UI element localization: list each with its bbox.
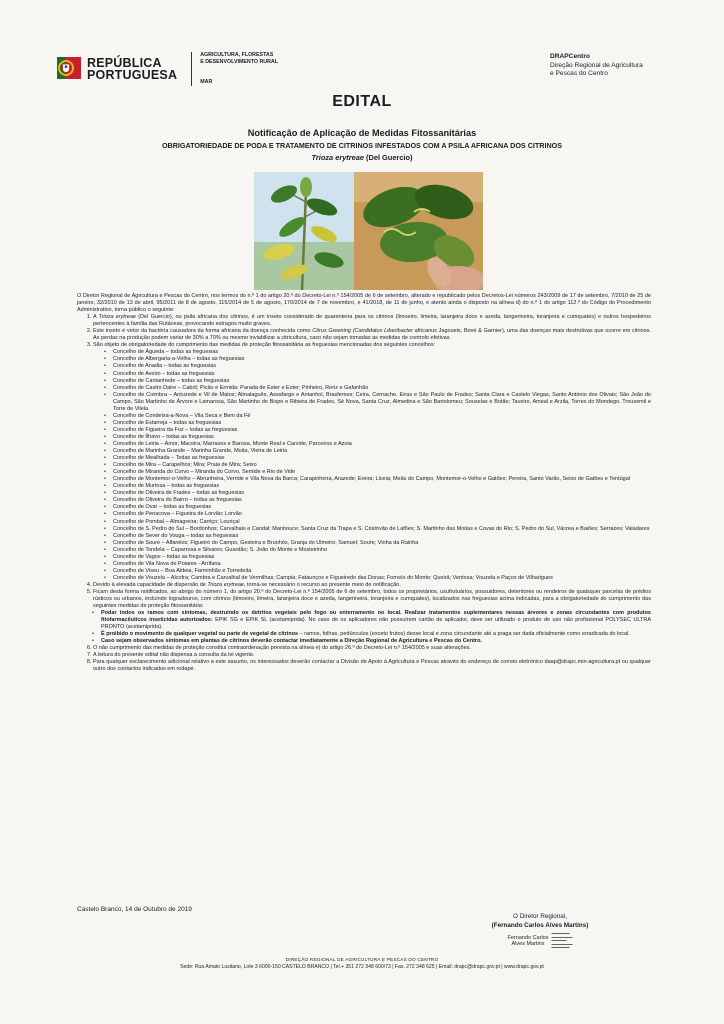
concelhos-list (93, 349, 651, 582)
sig-name-line-2: Alves Martins (511, 940, 545, 947)
notice-subtitle: OBRIGATORIEDADE DE PODA E TRATAMENTO DE CITRINOS INFESTADOS COM A PSILA AFRICANA DOS CITRINOS (161, 141, 563, 150)
photo-strip (254, 172, 483, 290)
concelho-item: • Concelho de Ovar – todas as freguesias (113, 504, 651, 511)
page-footer (0, 956, 724, 971)
concelho-item: • Concelho de Murtosa – todas as freguesias (113, 483, 651, 490)
header-org-block (550, 53, 643, 79)
infested-leaves-photo (354, 172, 483, 290)
concelho-item: • Concelho de Albergaria-a-Velha – todas as freguesias (113, 356, 651, 363)
concelho-item: • Concelho de Ílhavo – todas as freguesias (113, 434, 651, 441)
concelho-item: • Concelho de Miranda do Corvo – Miranda do Corvo, Semide e Rio de Vide (113, 469, 651, 476)
item-4 (93, 582, 651, 589)
item-2-post: Jagoueix, Bové & Garnier), uma das doenças mais destrutivas que ocorre em citrinos. As perdas na produção podem variar de 30% a 70% ou mesmo inviabilizar a citricultura, caso não sejam tomadas as medidas de controlo efetivas. (93, 328, 651, 342)
measure-2 (101, 631, 651, 638)
species-line (0, 153, 724, 162)
digital-signature-details: ▬▬▬▬▬▬ ▬▬▬▬▬▬▬ ▬▬▬▬▬ ▬▬▬▬▬▬▬ ▬▬▬▬▬▬ (551, 931, 573, 950)
concelho-item: • Concelho de Pombal – Almagreira; Carriço; Louriçal (113, 519, 651, 526)
item-1 (93, 314, 651, 328)
item-1-pre: A (93, 314, 99, 321)
species-name: Trioza erytreae (311, 153, 364, 162)
republica-line: REPÚBLICA (87, 56, 162, 70)
concelho-item: • Concelho de Condeixa-a-Nova – Vila Seca e Bem da Fé (113, 413, 651, 420)
concelho-item: • Concelho de Coimbra – Antuzede e Vil de Matos; Almalaguês, Assafarge e Antanhol, Brasfemes; Ceira, Cernache, Eiras e São Paulo de Frades; Santa Clara e Castelo Viegas, Santo António dos Olivais; São João do Campo, São Martinho de Árvore e Lamarosa, São Martinho do Bispo e Ribeira de Frades, Sé Nova, Santa Cruz, Almedina e São Bartolomeu; Souselas e Botão; Taveiro, Ameal e Arzila, Torres do Mondego, Trouxemil e Torre de Vilela (113, 392, 651, 413)
measure-1-bold: Podar todos os ramos com sintomas, destruindo os detritos vegetais pelo fogo ou enterramento no local. Realizar tratamentos suplementares nessas árvores e zonas circundantes com produtos fitofarmacêuticos inseticidas autorizados: (101, 610, 651, 624)
footer-contacts: Sede: Rua Amato Lusitano, Lote 3 6000-150 CASTELO BRANCO | Tel.+ 351 272 348 600/73 | Fax. 272 348 625 | Email: drapc@drapc.gov.pt | www.drapc.gov.pt (180, 963, 544, 970)
ministry-line-1: AGRICULTURA, FLORESTAS (200, 52, 274, 59)
measure-3-bold: Caso sejam observados sintomas em plantas de citrinos deverão contactar imediatamente a Direção Regional de Agricultura e Pescas do Centro. (101, 638, 482, 645)
item-2 (93, 328, 651, 342)
ministry-line-2: E DESENVOLVIMENTO RURAL (200, 58, 278, 65)
org-title: DRAPCentro (550, 53, 590, 60)
portugal-coat-of-arms-icon (57, 55, 81, 83)
measure-1 (101, 610, 651, 631)
measure-1-rest: EPIK SG e EPIK SL (acetamiprida). No caso de os aplicadores não possuírem cartão de aplicador, deve ser utilizado o produto de uso não profissional POLYSEC ULTRA PRONTO (acetamiprida). (101, 617, 651, 631)
ministry-line-3: MAR (200, 79, 213, 86)
footer-org: DIREÇÃO REGIONAL DE AGRICULTURA E PESCAS DO CENTRO (285, 957, 439, 962)
concelho-item: • Concelho de Cantanhede – todas as freguesias (113, 378, 651, 385)
signer-name: (Fernando Carlos Alves Martins) (491, 921, 589, 929)
org-line-1: Direção Regional de Agricultura (550, 61, 643, 69)
signature-block (480, 913, 600, 950)
org-line-2: e Pescas do Centro (550, 70, 608, 77)
item-3 (93, 342, 651, 582)
concelho-item: • Concelho de Mealhada – Todas as freguesias (113, 455, 651, 462)
ministry-label (200, 52, 278, 86)
species-author: (Del Guercio) (363, 153, 413, 162)
concelho-item: • Concelho de Vouzela – Alcofra; Cambra e Carvalhal de Vermilhas; Campia; Fataunços e Figueiredo das Donas; Fornelo do Monte; Queirã; Ventosa; Vouzela e Paços de Vilharigues (113, 575, 651, 582)
header-logo-block (57, 52, 278, 86)
concelho-item: • Concelho de Marinha Grande – Marinha Grande, Moita, Vieira de Leiria (113, 448, 651, 455)
concelho-item: • Concelho de Leiria – Amor, Maceira, Marrazes e Barosa, Monte Real e Carvide, Parceiros e Azoia (113, 441, 651, 448)
measure-2-rest: – ramos, folhas, pedúnculos (exceto frutos) desse local e zona circundante até a praga ser dada oficialmente como erradicada do local. (298, 631, 630, 638)
concelho-item: • Concelho de Oliveira do Bairro – todas as freguesias (113, 497, 651, 504)
item-6: 6. O não cumprimento das medidas de proteção constitui contraordenação prevista na alínea e) do artigo 26.º do Decreto-Lei n.º 154/2005 e suas alterações. (93, 645, 651, 652)
sig-name-line-1: Fernando Carlos (507, 934, 549, 941)
concelho-item: • Concelho de Penacova – Figueira de Lorvão; Lorvão (113, 511, 651, 518)
concelho-item: • Concelho de Tondela – Caparrosa e Silvares; Guardão; S. João do Monte e Mosteirinho (113, 547, 651, 554)
concelho-item: • Concelho de Viseu – Boa Aldeia, Farminhão e Torredeita (113, 568, 651, 575)
concelho-item: • Concelho de Anadia – todas as freguesias (113, 363, 651, 370)
concelho-item: • Concelho de Aveiro – todas as freguesias (113, 371, 651, 378)
concelho-item: • Concelho de Águeda – todas as freguesias (113, 349, 651, 356)
concelho-item: • Concelho de Mira – Carapelhos; Mira; Praia de Mira; Seixo (113, 462, 651, 469)
item-5 (93, 589, 651, 645)
document-title: EDITAL (332, 93, 392, 110)
measures-list (93, 610, 651, 645)
concelho-item: • Concelho de Castro Daire – Cabril; Picão e Ermida; Parada de Ester e Ester; Pinheiro, Reriz e Gafanhão (113, 385, 651, 392)
item-4-species: Trioza erytreae (207, 581, 244, 588)
item-2-disease: Citrus Greening (Candidatus Liberibacter africanus (312, 328, 437, 335)
intro-paragraph: O Diretor Regional de Agricultura e Pescas do Centro, nos termos do n.º 1 do artigo 20.º do Decreto-Lei n.º 154/2005 de 6 de setembro, alterado e republicado pelos Decretos-Lei números 243/2009 de 17 de setembro, 7/2010 de 25 de janeiro, 32/2010 de 13 de abril, 95/2011 de 8 de agosto, 115/2014 de 5 de agosto, 170/2014 de 7 de novembro, e 41/2018, de 11 de junho, e atento ainda o disposto na alínea d) do n.º 1 do artigo 112.º do Código do Procedimento Administrativo, torna público o seguinte: (77, 293, 651, 314)
item-2-pre: Este inseto é vetor da bactéria causadora da forma africana da doença conhecida como (93, 328, 313, 335)
item-1-species: Trioza erytreae (98, 314, 136, 321)
digital-signature (480, 932, 600, 950)
concelho-item: • Concelho de Sever do Vouga – todas as freguesias (113, 533, 651, 540)
concelho-item: • Concelho de Vila Nova de Poiares - Arrifana (113, 561, 651, 568)
concelho-item: • Concelho de Soure – Alfarelos; Figueiró do Campo, Gesteira e Brunhós, Granja do Ulmeiro; Samuel; Soure; Vinha da Rainha (113, 540, 651, 547)
concelho-item: • Concelho de S. Pedro do Sul – Bordonhos; Carvalhais e Candal; Manhouce; Santa Cruz da Trapa e S. Cristóvão de Lafões; S. Martinho das Moitas e Covas do Rio; S. Pedro do Sul, Várzea e Baiões; Serrazes; Valadares (113, 526, 651, 533)
concelho-item: • Concelho de Figueira da Foz – todas as freguesias (113, 427, 651, 434)
citrus-shoot-photo (254, 172, 354, 290)
digital-signature-name (508, 935, 549, 948)
item-1-post: (Del Guercio), ou psila africana dos citrinos, é um inseto considerado de quarentena para os citrinos (limoeiro, limeira, laranjeira doce e azeda, tangerineira, toranjeira e cumquates) e outros hospedeiros pertencentes à família das Rutáceas, provocando estragos muito graves. (93, 314, 651, 328)
republica-portuguesa-wordmark (87, 57, 177, 81)
signer-role: O Diretor Regional, (513, 913, 567, 920)
concelho-item: • Concelho de Oliveira de Frades – todas as freguesias (113, 490, 651, 497)
measure-3 (101, 638, 651, 645)
edital-body (77, 293, 651, 674)
header-divider (191, 52, 192, 86)
item-7: 7. A leitura do presente edital não dispensa a consulta da lei vigente. (93, 652, 651, 659)
item-8: 8. Para qualquer esclarecimento adicional relativo a este assunto, os interessados deverão contactar a Divisão de Apoio à Agricultura e Pescas através do endereço de correio eletrónico daap@drapc.min-agricultura.pt ou qualquer outro dos contactos indicados em rodapé. (93, 659, 651, 673)
notice-title: Notificação de Aplicação de Medidas Fitossanitárias (247, 128, 477, 138)
item-5-text: Ficam desta forma notificados, ao abrigo do número 1, do artigo 20.º do Decreto-Lei n.º 154/2005 de 6 de setembro, todos os proprietários, usufrutuários, possuidores, detentores ou rendeiros de quaisquer parcelas de prédios rústicos ou urbanos, incluindo logradouros, com citrinos (limoeiro, limeira, laranjeira doce e azeda, tangerineira, toranjeira e cumquates), localizados nas freguesias acima indicadas, para a obrigatoriedade do cumprimento das seguintes medidas de proteção fitossanitária: (93, 588, 651, 610)
concelho-item: • Concelho de Estarreja – todas as freguesias (113, 420, 651, 427)
numbered-items (77, 314, 651, 673)
item-4-pre: Devido à elevada capacidade de dispersão de (93, 581, 208, 588)
concelho-item: • Concelho de Montemor-o-Velho – Abrunheira, Verride e Vila Nova da Barca; Carapinheira, Arazede; Ereira; Liceia; Meãs do Campo, Montemor-o-Velho e Gatões; Pereira, Santo Varão, Seixo de Gatões e Tentúgal (113, 476, 651, 483)
concelho-item: • Concelho de Vagos – todas as freguesias (113, 554, 651, 561)
item-4-post: , torna-se necessário o recurso ao presente meio de notificação. (243, 581, 401, 588)
issue-date: Castelo Branco, 14 de Outubro de 2019 (77, 906, 192, 913)
item-3-text: São objeto de obrigatoriedade do cumprimento das medidas de proteção fitossanitária as freguesias mencionadas dos seguintes concelhos: (93, 342, 436, 349)
measure-2-bold: É proibido o movimento de qualquer vegetal ou parte de vegetal de citrinos (101, 631, 299, 638)
portuguesa-line: PORTUGUESA (87, 68, 178, 82)
